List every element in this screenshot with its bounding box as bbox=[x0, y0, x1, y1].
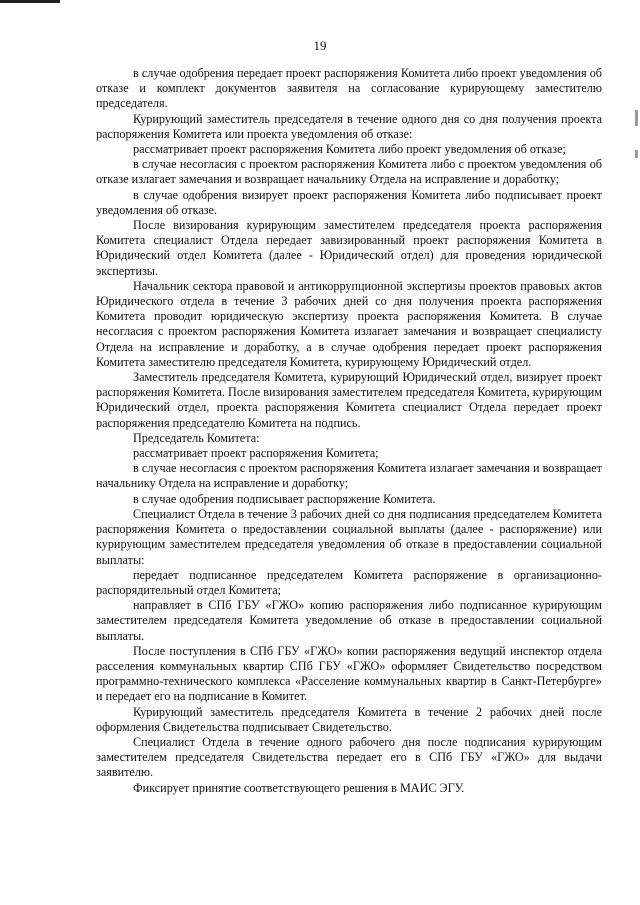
paragraph: Председатель Комитета: bbox=[133, 430, 260, 445]
paragraph: Заместитель председателя Комитета, курирующий Юридический отдел, визирует проект распоряжения Комитета. После визирования заместителем председателя Комитета, курирующим Юридический отдел, проекта распоряжения Комитета специалист Отдела передает проект распоряжения председателю Комитета на подпись. bbox=[96, 370, 602, 430]
paragraph: рассматривает проект распоряжения Комитета; bbox=[133, 446, 379, 461]
paragraph: Фиксирует принятие соответствующего решения в МАИС ЭГУ. bbox=[133, 780, 465, 795]
paragraph: Начальник сектора правовой и антикоррупционной экспертизы проектов правовых актов Юридического отдела в течение 3 рабочих дней со дня получения проекта распоряжения Комитета проводит юридическую экспертизу проекта распоряжения Комитета. В случае несогласия с проектом распоряжения Комитета излагает замечания и возвращает специалисту Отдела на исправление и доработку, а в случае одобрения передает проект распоряжения Комитета заместителю председателя Комитета, курирующему Юридический отдел. bbox=[96, 278, 602, 369]
scan-corner-mark bbox=[0, 0, 60, 3]
paragraph: в случае несогласия с проектом распоряжения Комитета излагает замечания и возвращает начальнику Отдела на исправление и доработку; bbox=[96, 461, 602, 491]
paragraph: После визирования курирующим заместителем председателя проекта распоряжения Комитета специалист Отдела передает завизированный проект распоряжения Комитета в Юридический отдел Комитета (далее - Юридический отдел) для проведения юридической экспертизы. bbox=[96, 218, 602, 278]
paragraph: Курирующий заместитель председателя Комитета в течение 2 рабочих дней после оформления Свидетельства подписывает Свидетельство. bbox=[96, 704, 602, 734]
paragraph: в случае одобрения визирует проект распоряжения Комитета либо подписывает проект уведомления об отказе. bbox=[96, 187, 602, 217]
paragraph: в случае одобрения передает проект распоряжения Комитета либо проект уведомления об отказе и комплект документов заявителя на согласование курирующему заместителю председателя. bbox=[96, 66, 602, 111]
paragraph: Курирующий заместитель председателя в течение одного дня со дня получения проекта распоряжения Комитета или проекта уведомления об отказе: bbox=[96, 111, 602, 141]
paragraph: Специалист Отдела в течение 3 рабочих дней со дня подписания председателем Комитета распоряжения Комитета о предоставлении социальной выплаты (далее - распоряжение) или курирующим заместителем председателя уведомления об отказе в предоставлении социальной выплаты: bbox=[96, 506, 602, 567]
document-body bbox=[96, 66, 602, 796]
paragraph: После поступления в СПб ГБУ «ГЖО» копии распоряжения ведущий инспектор отдела расселения коммунальных квартир СПб ГБУ «ГЖО» оформляет Свидетельство посредством программно-технического комплекса «Расселение коммунальных квартир в Санкт-Петербурге» и передает его на подписание в Комитет. bbox=[96, 643, 602, 704]
scan-margin-mark bbox=[635, 110, 638, 126]
paragraph: передает подписанное председателем Комитета распоряжение в организационно-распорядительный отдел Комитета; bbox=[96, 567, 602, 597]
paragraph: Специалист Отдела в течение одного рабочего дня после подписания курирующим заместителем председателя Свидетельства передает его в СПб ГБУ «ГЖО» для выдачи заявителю. bbox=[96, 734, 602, 780]
paragraph: рассматривает проект распоряжения Комитета либо проект уведомления об отказе; bbox=[133, 142, 566, 157]
scan-margin-mark bbox=[635, 150, 638, 158]
paragraph: в случае несогласия с проектом распоряжения Комитета либо с проектом уведомления об отказе излагает замечания и возвращает начальнику Отдела на исправление и доработку; bbox=[96, 157, 602, 187]
page-number: 19 bbox=[313, 38, 327, 53]
paragraph: в случае одобрения подписывает распоряжение Комитета. bbox=[133, 491, 436, 506]
paragraph: направляет в СПб ГБУ «ГЖО» копию распоряжения либо подписанное курирующим заместителем председателя Комитета уведомление об отказе в предоставлении социальной выплаты. bbox=[96, 598, 602, 643]
